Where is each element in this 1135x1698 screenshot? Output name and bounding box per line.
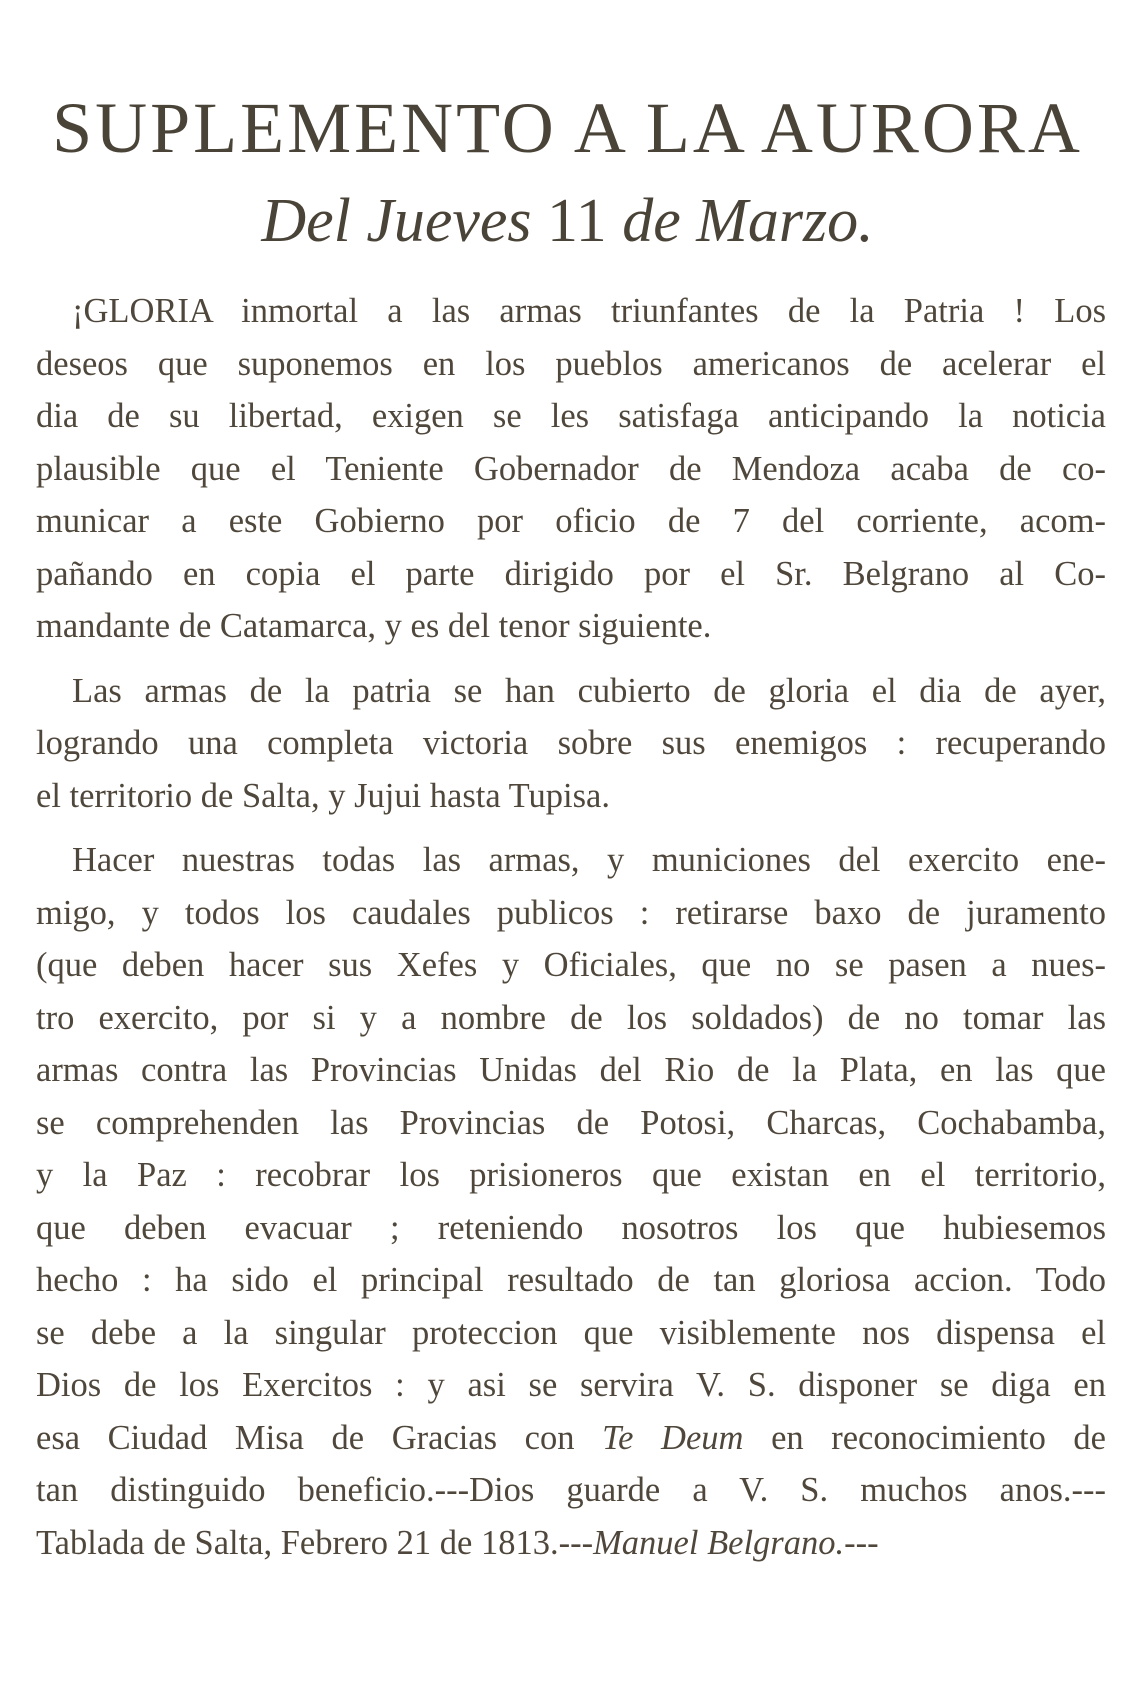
text-line: armas contra las Provincias Unidas del Rio de la Plata, en las que (36, 1051, 1106, 1089)
text-line: migo, y todos los caudales publicos : retirarse baxo de juramento (36, 893, 1106, 932)
paragraph-intro (36, 285, 1106, 653)
subtitle-month: de Marzo. (622, 187, 874, 255)
text-line: Hacer nuestras todas las armas, y municiones del exercito ene- (72, 841, 1106, 879)
text-fragment: esa Ciudad Misa de Gracias con (36, 1418, 575, 1457)
text-line: se debe a la singular proteccion que visiblemente nos dispensa el (36, 1313, 1106, 1352)
text-line: logrando una completa victoria sobre sus enemigos : recuperando (36, 724, 1106, 762)
text-line: mandante de Catamarca, y es del tenor siguiente. (36, 607, 712, 645)
place-date: Tablada de Salta, Febrero 21 de 1813.--- (36, 1523, 594, 1562)
closing-dashes: --- (844, 1523, 879, 1562)
text-line: Las armas de la patria se han cubierto de gloria el dia de ayer, (72, 671, 1106, 710)
text-line: dia de su libertad, exigen se les satisfaga anticipando la noticia (36, 397, 1106, 435)
text-line: plausible que el Teniente Gobernador de Mendoza acaba de co- (36, 449, 1106, 488)
newspaper-title: SUPLEMENTO A LA AURORA (52, 88, 1083, 168)
text-line: y la Paz : recobrar los prisioneros que existan en el territorio, (36, 1156, 1106, 1194)
text-line: pañando en copia el parte dirigido por el Sr. Belgrano al Co- (36, 554, 1106, 593)
paragraph-report (36, 665, 1106, 823)
text-line: se comprehenden las Provincias de Potosi, Charcas, Cochabamba, (36, 1103, 1106, 1142)
text-line: el territorio de Salta, y Jujui hasta Tupisa. (36, 776, 610, 815)
paragraph-results (36, 834, 1106, 1569)
text-fragment: en reconocimiento de (771, 1418, 1106, 1457)
text-line: hecho : ha sido el principal resultado de tan gloriosa accion. Todo (36, 1261, 1106, 1299)
text-line: (que deben hacer sus Xefes y Oficiales, que no se pasen a nues- (36, 946, 1106, 984)
subtitle-day-number: 11 (547, 187, 607, 255)
issue-date-subtitle (0, 187, 1135, 255)
te-deum-italic: Te Deum (602, 1418, 744, 1457)
article-body (36, 285, 1106, 1579)
text-line: que deben evacuar ; reteniendo nosotros los que hubiesemos (36, 1208, 1106, 1247)
text-line: Dios de los Exercitos : y asi se servira V. S. disponer se diga en (36, 1366, 1106, 1404)
text-line: municar a este Gobierno por oficio de 7 del corriente, acom- (36, 502, 1106, 540)
text-line: ¡GLORIA inmortal a las armas triunfantes de la Patria ! Los (72, 292, 1106, 330)
text-line: tan distinguido beneficio.---Dios guarde a V. S. muchos anos.--- (36, 1471, 1106, 1509)
text-line-te-deum (36, 1412, 1106, 1465)
text-line: tro exercito, por si y a nombre de los soldados) de no tomar las (36, 998, 1106, 1037)
subtitle-weekday: Del Jueves (261, 187, 532, 255)
text-line: deseos que suponemos en los pueblos americanos de acelerar el (36, 344, 1106, 383)
text-line-signature (36, 1517, 1106, 1570)
signature-name: Manuel Belgrano. (593, 1523, 845, 1562)
